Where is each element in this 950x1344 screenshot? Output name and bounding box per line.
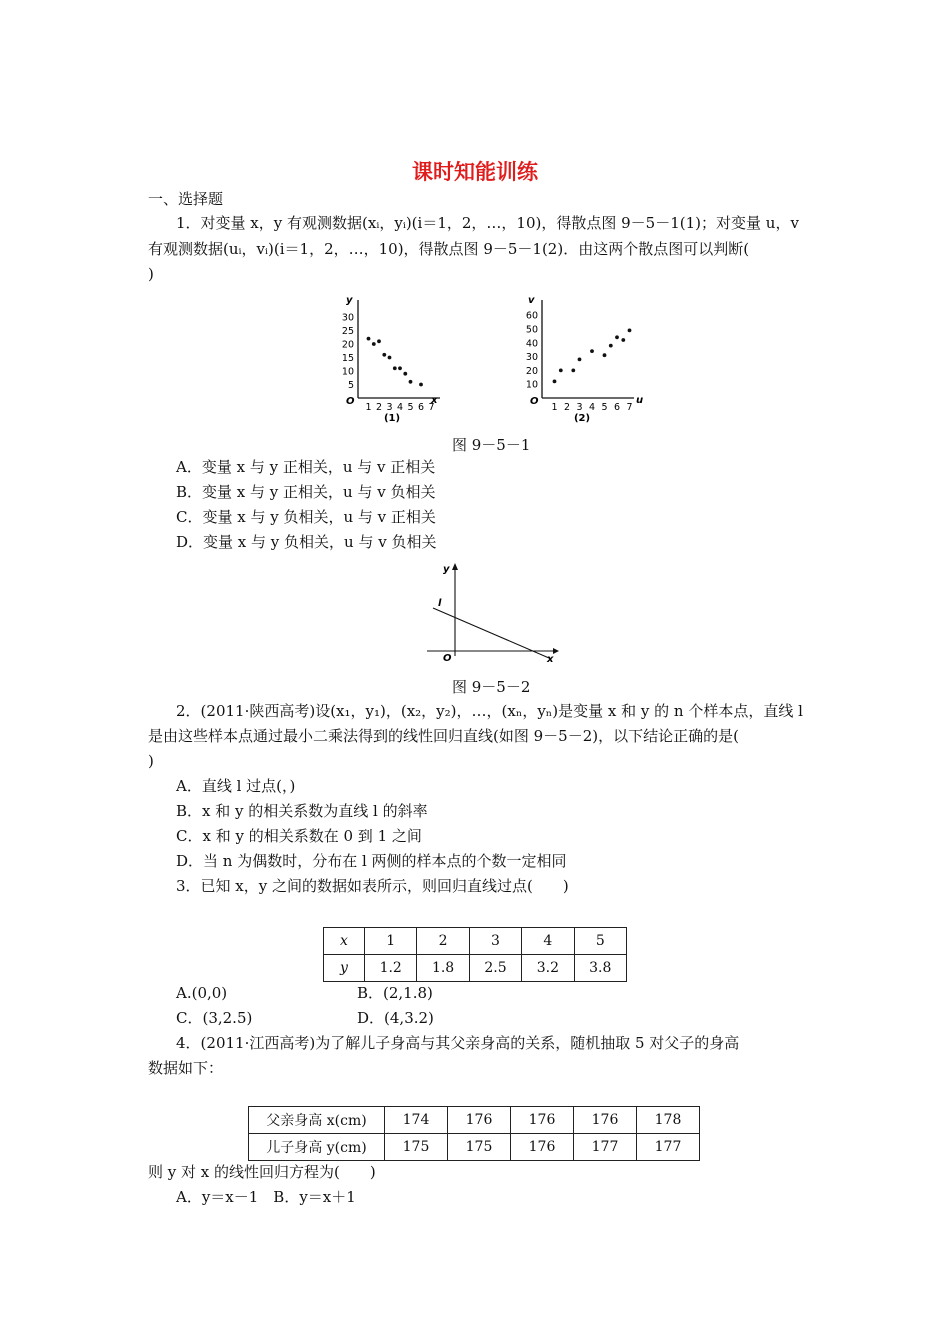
table-cell: 178	[637, 1107, 700, 1134]
q4-stem-line1: 4．(2011·江西高考)为了解儿子身高与其父亲身高的关系，随机抽取 5 对父子的身高	[176, 1034, 740, 1052]
x-tick-label: 6	[417, 402, 425, 413]
q4-stem-line2: 数据如下：	[148, 1059, 224, 1077]
q2-option-b: B．x 和 y 的相关系数为直线 l 的斜率	[176, 802, 428, 820]
y-tick-label: 20	[525, 365, 538, 377]
data-point	[628, 329, 632, 333]
table-cell: 5	[574, 928, 626, 955]
data-point	[559, 369, 563, 373]
table-cell: 1.8	[417, 955, 469, 982]
x-tick-label: 2	[563, 402, 571, 413]
data-point	[553, 380, 557, 384]
q1-stem-line1: 1．对变量 x，y 有观测数据(xᵢ，yᵢ)(i＝1，2，…，10)，得散点图 9－5－1(1)；对变量 u，v	[176, 214, 799, 232]
table-cell: 1.2	[365, 955, 417, 982]
data-point	[603, 353, 607, 357]
table-cell: 儿子身高 y(cm)	[249, 1134, 385, 1161]
table-cell: 176	[574, 1107, 637, 1134]
table-row	[249, 1134, 700, 1161]
q3-option-a: A.(0,0)	[176, 984, 228, 1002]
data-point	[377, 339, 381, 343]
q2-option-a: A．直线 l 过点(，)	[176, 777, 296, 795]
table-cell: 1	[365, 928, 417, 955]
table-row	[324, 928, 627, 955]
scatter-plot-1	[336, 290, 451, 430]
q2-stem-line1: 2．(2011·陕西高考)设(x₁，y₁)，(x₂，y₂)，…，(xₙ，yₙ)是变量 x 和 y 的 n 个样本点，直线 l	[176, 702, 803, 720]
origin-label: O	[443, 653, 452, 664]
x-tick-label: 3	[576, 402, 583, 413]
table-cell: y	[324, 955, 365, 982]
y-tick-label: 25	[341, 326, 354, 337]
q3-stem: 3．已知 x，y 之间的数据如表所示，则回归直线过点( )	[176, 877, 569, 895]
q1-option-b: B．变量 x 与 y 正相关，u 与 v 负相关	[176, 483, 436, 501]
y-tick-label: 20	[341, 339, 354, 351]
q1-stem-line3: )	[148, 265, 154, 283]
q1-option-c: C．变量 x 与 y 负相关，u 与 v 正相关	[176, 508, 436, 526]
data-point	[419, 383, 423, 387]
data-point	[398, 366, 402, 370]
y-tick-label: 10	[525, 379, 538, 391]
u-axis-label: u	[636, 395, 644, 406]
x-tick-label: 5	[407, 402, 414, 413]
y-tick-label: 5	[347, 380, 354, 391]
x-tick-label: 7	[626, 402, 633, 413]
table-cell: x	[324, 928, 365, 955]
regression-line-figure	[415, 556, 565, 666]
table-cell: 177	[637, 1134, 700, 1161]
q4-after-table: 则 y 对 x 的线性回归方程为( )	[148, 1163, 376, 1181]
table-cell: 176	[448, 1107, 511, 1134]
table-cell: 3.2	[522, 955, 574, 982]
table-cell: 父亲身高 x(cm)	[249, 1107, 385, 1134]
q1-option-d: D．变量 x 与 y 负相关，u 与 v 负相关	[176, 533, 437, 551]
line-label: l	[438, 598, 442, 609]
q3-option-c: C．(3,2.5)	[176, 1009, 253, 1027]
x-tick-label: 1	[551, 402, 558, 413]
q2-option-d: D．当 n 为偶数时，分布在 l 两侧的样本点的个数一定相同	[176, 852, 567, 870]
table-cell: 174	[385, 1107, 448, 1134]
data-point	[372, 342, 376, 346]
x-axis-label: x	[547, 654, 554, 665]
table-row	[249, 1107, 700, 1134]
data-point	[615, 335, 619, 339]
x-tick-label: 1	[365, 402, 372, 413]
table-cell: 3.8	[574, 955, 626, 982]
y-axis-label: y	[346, 295, 353, 306]
table-cell: 176	[511, 1107, 574, 1134]
q1-stem-line2: 有观测数据(uᵢ，vᵢ)(i＝1，2，…，10)，得散点图 9－5－1(2)．由这两个散点图可以判断(	[148, 240, 750, 258]
q3-data-table	[323, 927, 627, 982]
subfigure-label: (1)	[383, 413, 401, 424]
origin-label: O	[346, 396, 355, 407]
table-cell: 175	[385, 1134, 448, 1161]
figure-caption-1: 图 9－5－1	[452, 436, 531, 454]
data-point	[367, 337, 371, 341]
table-row	[324, 955, 627, 982]
scatter-plot-2	[520, 290, 645, 430]
q2-stem-line2: 是由这些样本点通过最小二乘法得到的线性回归直线(如图 9－5－2)，以下结论正确的是(	[148, 727, 739, 745]
data-point	[403, 372, 407, 376]
origin-label: O	[530, 396, 539, 407]
y-axis-arrow-icon	[452, 563, 458, 570]
table-cell: 4	[522, 928, 574, 955]
y-tick-label: 30	[525, 352, 538, 364]
y-tick-label: 60	[525, 310, 538, 322]
x-tick-label: 5	[601, 402, 608, 413]
x-axis-arrow-icon	[553, 648, 559, 654]
data-point	[578, 358, 582, 362]
y-tick-label: 10	[341, 366, 354, 378]
data-point	[609, 344, 613, 348]
v-axis-label: v	[528, 295, 535, 306]
x-tick-label: 4	[588, 402, 596, 413]
y-tick-label: 15	[341, 353, 354, 364]
q3-option-d: D．(4,3.2)	[357, 1009, 434, 1027]
y-axis-label: y	[443, 564, 450, 575]
section-heading: 一、选择题	[148, 190, 224, 208]
table-cell: 176	[511, 1134, 574, 1161]
data-point	[571, 369, 575, 373]
data-point	[388, 356, 392, 360]
q4-data-table	[248, 1106, 700, 1161]
q4-options: A．y＝x－1 B．y＝x＋1	[176, 1188, 356, 1206]
page-title: 课时知能训练	[412, 160, 538, 184]
y-tick-label: 30	[341, 312, 354, 324]
data-point	[621, 338, 625, 342]
q2-stem-line3: )	[148, 752, 154, 770]
data-point	[409, 380, 413, 384]
data-point	[590, 349, 594, 353]
y-tick-label: 50	[525, 324, 538, 336]
table-cell: 3	[469, 928, 521, 955]
figure-caption-2: 图 9－5－2	[452, 678, 531, 696]
q2-option-c: C．x 和 y 的相关系数在 0 到 1 之间	[176, 827, 422, 845]
table-cell: 177	[574, 1134, 637, 1161]
data-point	[382, 353, 386, 357]
x-tick-label: 4	[396, 402, 404, 413]
y-tick-label: 40	[525, 338, 538, 350]
subfigure-label: (2)	[573, 413, 591, 424]
x-tick-label: 3	[386, 402, 393, 413]
table-cell: 2	[417, 928, 469, 955]
table-cell: 175	[448, 1134, 511, 1161]
x-axis-label: x	[431, 395, 438, 406]
data-point	[393, 366, 397, 370]
x-tick-label: 2	[375, 402, 383, 413]
q3-option-b: B．(2,1.8)	[357, 984, 433, 1002]
q1-option-a: A．变量 x 与 y 正相关，u 与 v 正相关	[176, 458, 436, 476]
x-tick-label: 6	[613, 402, 621, 413]
x-tick-label: 7	[428, 402, 435, 413]
table-cell: 2.5	[469, 955, 521, 982]
